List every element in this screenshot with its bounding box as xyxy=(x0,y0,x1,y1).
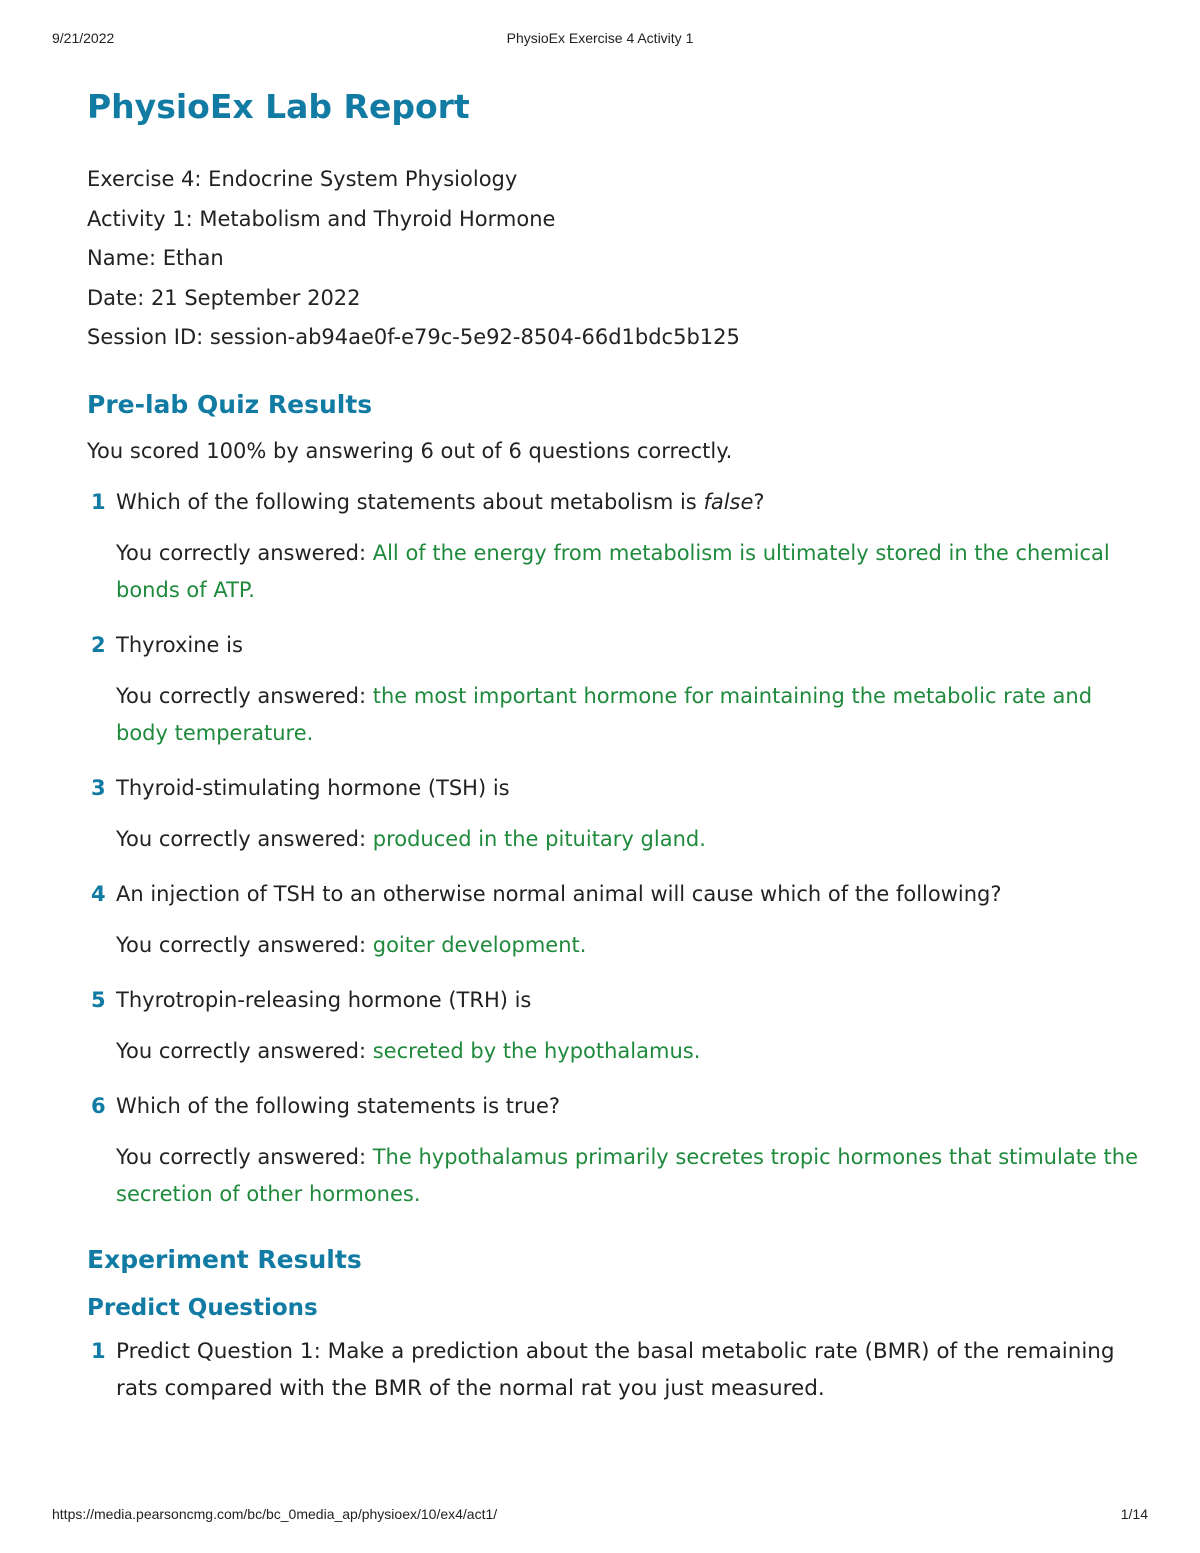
print-header xyxy=(52,30,1148,50)
question-text: Thyroid-stimulating hormone (TSH) is xyxy=(116,775,510,800)
question-answer xyxy=(116,1139,1147,1213)
question-number: 5 xyxy=(91,987,106,1012)
question-number: 6 xyxy=(91,1093,106,1118)
answer-text: produced in the pituitary gland. xyxy=(372,826,706,851)
activity-line: Activity 1: Metabolism and Thyroid Hormone xyxy=(87,206,556,231)
answer-prefix: You correctly answered: xyxy=(116,826,373,851)
answer-text: goiter development. xyxy=(372,932,587,957)
answer-text: secreted by the hypothalamus. xyxy=(372,1038,701,1063)
answer-text: The hypothalamus primarily secretes tropic hormones that stimulate the secretion of other hormones. xyxy=(116,1144,1138,1206)
exercise-line: Exercise 4: Endocrine System Physiology xyxy=(87,167,518,191)
quiz-question xyxy=(87,484,1147,609)
predict-question xyxy=(87,1333,1147,1407)
quiz-question xyxy=(87,627,1147,752)
question-text: Thyroxine is xyxy=(116,632,243,657)
page-url: https://media.pearsoncmg.com/bc/bc_0media_ap/physioex/10/ex4/act1/ xyxy=(52,1506,498,1522)
question-text: An injection of TSH to an otherwise normal animal will cause which of the following? xyxy=(116,881,1002,906)
name-line: Name: Ethan xyxy=(87,246,224,270)
predict-heading: Predict Questions xyxy=(87,1294,318,1321)
predict-text: Predict Question 1: Make a prediction about the basal metabolic rate (BMR) of the remaining rats compared with the BMR of the normal rat you just measured. xyxy=(116,1338,1115,1401)
answer-prefix: You correctly answered: xyxy=(116,540,373,565)
print-date: 9/21/2022 xyxy=(52,30,115,46)
question-answer xyxy=(116,678,1147,752)
page-number: 1/14 xyxy=(1120,1506,1148,1522)
question-answer xyxy=(116,1033,1147,1070)
answer-text: All of the energy from metabolism is ultimately stored in the chemical bonds of ATP. xyxy=(116,540,1110,602)
question-answer xyxy=(116,535,1147,609)
answer-prefix: You correctly answered: xyxy=(116,1038,373,1063)
session-line: Session ID: session-ab94ae0f-e79c-5e92-8504-66d1bdc5b125 xyxy=(87,325,740,349)
prelab-heading: Pre-lab Quiz Results xyxy=(87,389,373,419)
report-title: PhysioEx Lab Report xyxy=(87,87,470,126)
question-answer xyxy=(116,927,1147,964)
answer-text: the most important hormone for maintaining the metabolic rate and body temperature. xyxy=(116,683,1093,745)
print-title: PhysioEx Exercise 4 Activity 1 xyxy=(506,30,694,46)
report-content xyxy=(87,84,1147,1425)
quiz-question xyxy=(87,982,1147,1070)
answer-prefix: You correctly answered: xyxy=(116,1144,373,1169)
answer-prefix: You correctly answered: xyxy=(116,683,373,708)
question-number: 2 xyxy=(91,632,106,657)
quiz-question xyxy=(87,876,1147,964)
quiz-question xyxy=(87,770,1147,858)
question-text: Which of the following statements is true? xyxy=(116,1093,561,1118)
question-answer xyxy=(116,821,1147,858)
emphasis-false: false xyxy=(703,489,754,514)
quiz-question xyxy=(87,1088,1147,1213)
question-number: 4 xyxy=(91,881,106,906)
question-number: 1 xyxy=(91,489,106,514)
experiment-heading: Experiment Results xyxy=(87,1244,362,1274)
question-number: 3 xyxy=(91,775,106,800)
answer-prefix: You correctly answered: xyxy=(116,932,373,957)
print-footer xyxy=(52,1506,1148,1526)
prelab-score: You scored 100% by answering 6 out of 6 questions correctly. xyxy=(87,438,733,463)
question-text: Thyrotropin-releasing hormone (TRH) is xyxy=(116,987,532,1012)
predict-number: 1 xyxy=(91,1338,106,1363)
date-line: Date: 21 September 2022 xyxy=(87,285,361,310)
question-text: Which of the following statements about metabolism is false? xyxy=(116,489,765,514)
